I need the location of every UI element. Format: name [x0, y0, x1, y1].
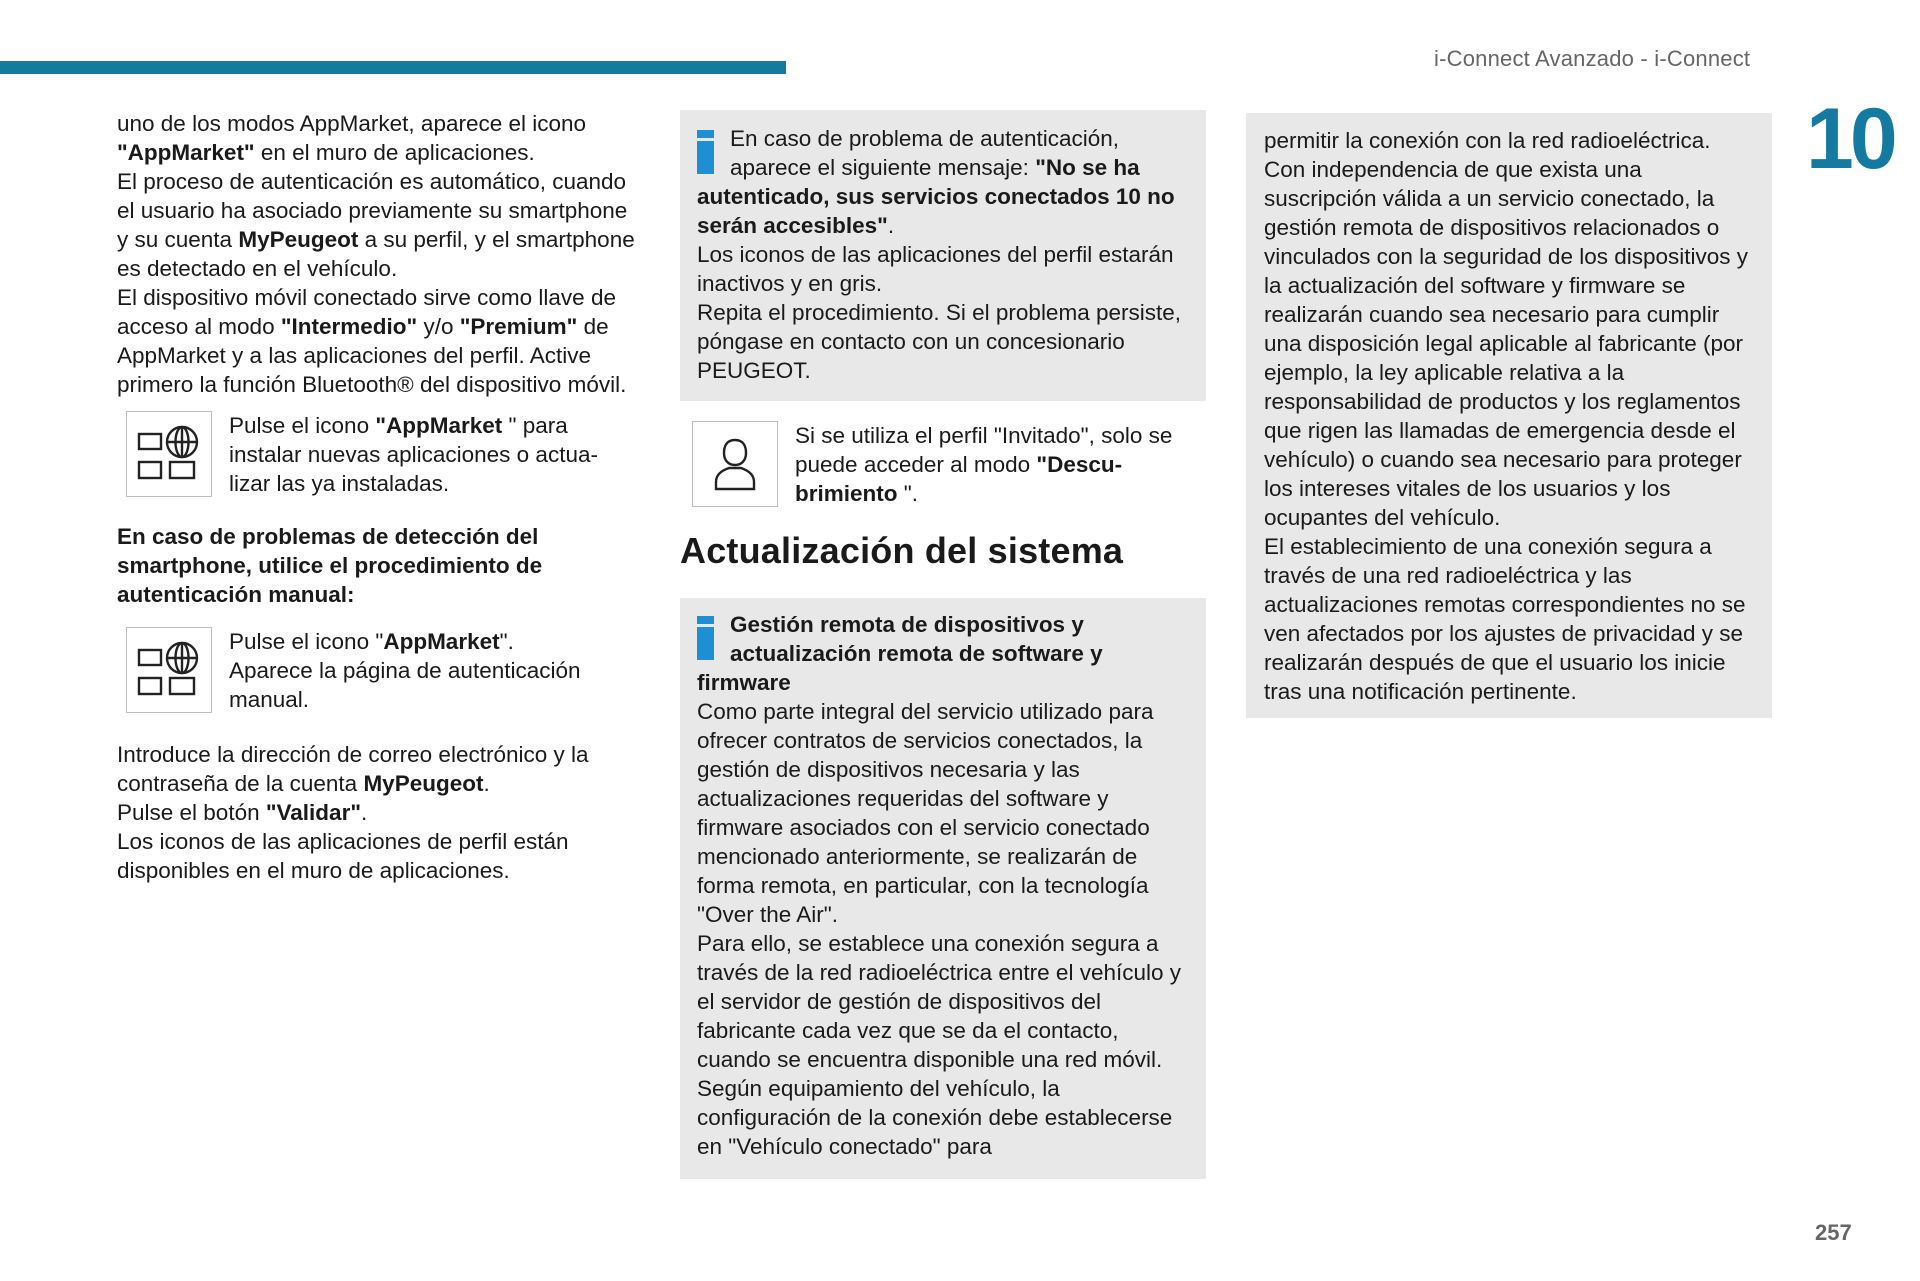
user-profile-icon: [692, 421, 778, 507]
detection-problem-note: En caso de problemas de detección del smartphone, utilice el procedimiento de autenticación manual:: [117, 524, 543, 607]
text: Los iconos de las aplicaciones de perfil están disponibles en el muro de aplicaciones.: [117, 829, 569, 883]
text: Si se utiliza el perfil "Invitado", solo se puede acceder al modo: [795, 423, 1173, 477]
text: Pulse el icono: [229, 413, 376, 438]
text: uno de los modos AppMarket, aparece el icono: [117, 111, 587, 136]
remote-update-infobox: [680, 598, 1206, 1179]
appmarket-icon: [126, 627, 212, 713]
text: El dispositivo móvil conectado sirve como llave de acceso al modo: [117, 285, 616, 339]
bold-text: MyPeugeot: [363, 771, 484, 796]
text: Pulse el icono ": [229, 629, 384, 654]
final-instructions: [117, 740, 637, 885]
intro-paragraph: [117, 109, 637, 399]
text: .: [887, 213, 895, 238]
text: .: [361, 800, 368, 825]
guest-profile-note: [682, 421, 1208, 508]
guest-note-text: [795, 421, 1208, 508]
text: y/o: [417, 314, 460, 339]
text: En caso de problema de autenticación, aparece el siguiente mensaje:: [730, 126, 1120, 180]
text: a su perfil, y el smartphone es detectado en el vehículo.: [117, 227, 635, 281]
section-title: Actualización del sistema: [680, 530, 1124, 571]
text: Como parte integral del servicio utilizado para ofrecer contratos de servicios conectados, la gestión de dispositivos necesaria y las actualizaciones requeridas del software y firmware asociados con el servicio conectado mencionado anteriormente, se realizarán de forma remota, en particular, con la tecnología "Over the Air".: [697, 699, 1154, 927]
column-2: [682, 110, 1208, 1179]
instruction-text: [229, 627, 637, 714]
bold-text: "Descu-brimiento: [795, 452, 1123, 506]
text: El proceso de autenticación es automático, cuando el usuario ha asociado previamente su smartphone y su cuenta: [117, 169, 628, 252]
text: ".: [499, 629, 514, 654]
text: Introduce la dirección de correo electrónico y la contraseña de la cuenta: [117, 742, 589, 796]
bold-text: "AppMarket: [375, 413, 503, 438]
running-head: i-Connect Avanzado - i-Connect: [1434, 46, 1751, 71]
info-icon: [697, 616, 714, 660]
bold-text: "No se ha autenticado, sus servicios conectados 10 no serán accesibles": [697, 155, 1175, 238]
info-icon: [697, 130, 714, 174]
text: Repita el procedimiento. Si el problema persiste, póngase en contacto con un concesionario PEUGEOT.: [697, 300, 1181, 383]
text: Para ello, se establece una conexión segura a través de la red radioeléctrica entre el vehículo y el servidor de gestión de dispositivos del fabricante cada vez que se da el contacto, cuando se encuentra disponible una red móvil.: [697, 931, 1182, 1072]
instruction-text: [229, 411, 637, 498]
chapter-number: 10: [1806, 91, 1894, 187]
column-1: [117, 109, 637, 885]
bold-text: "Intermedio": [280, 314, 418, 339]
text: ".: [897, 481, 919, 506]
header-accent-bar: [0, 61, 786, 74]
column-3: [1246, 113, 1770, 718]
text: en el muro de aplicaciones.: [254, 140, 535, 165]
text: de AppMarket y a las aplicaciones del perfil. Active primero la función Bluetooth® del dispositivo móvil.: [117, 314, 627, 397]
text: Los iconos de las aplicaciones del perfil estarán inactivos y en gris.: [697, 242, 1174, 296]
text: Aparece la página de autenticación manual.: [229, 658, 581, 712]
page-number: 257: [1815, 1220, 1852, 1245]
text: Pulse el botón: [117, 800, 266, 825]
bold-text: AppMarket: [383, 629, 500, 654]
infobox-title: Gestión remota de dispositivos y actualización remota de software y firmware: [697, 612, 1103, 695]
text: " para instalar nuevas aplicaciones o actua-lizar las ya instaladas.: [229, 413, 598, 496]
appmarket-manual-instruction: [117, 627, 637, 714]
auth-problem-infobox: [680, 110, 1206, 401]
remote-update-continued-infobox: [1246, 113, 1772, 718]
bold-text: "Premium": [459, 314, 578, 339]
bold-text: MyPeugeot: [238, 227, 359, 252]
text: permitir la conexión con la red radioeléctrica.: [1264, 128, 1711, 153]
bold-text: "Validar": [265, 800, 361, 825]
bold-text: "AppMarket": [117, 140, 255, 165]
text: El establecimiento de una conexión segura a través de una red radioeléctrica y las actualizaciones remotas correspondientes no se ven afectados por los ajustes de privacidad y se realizarán después de que el usuario los inicie tras una notificación pertinente.: [1264, 534, 1746, 704]
appmarket-install-instruction: [117, 411, 637, 498]
appmarket-icon: [126, 411, 212, 497]
text: .: [483, 771, 490, 796]
text: Con independencia de que exista una suscripción válida a un servicio conectado, la gestión remota de dispositivos relacionados o vinculados con la seguridad de los dispositivos y la actualización del software y firmware se realizarán cuando sea necesario para cumplir una disposición legal aplicable al fabricante (por ejemplo, la ley aplicable relativa a la responsabilidad de productos y los reglamentos que rigen las llamadas de emergencia desde el vehículo) o cuando sea necesario para proteger los intereses vitales de los usuarios y los ocupantes del vehículo.: [1264, 157, 1749, 530]
text: Según equipamiento del vehículo, la configuración de la conexión debe establecerse en "Vehículo conectado" para: [697, 1076, 1173, 1159]
